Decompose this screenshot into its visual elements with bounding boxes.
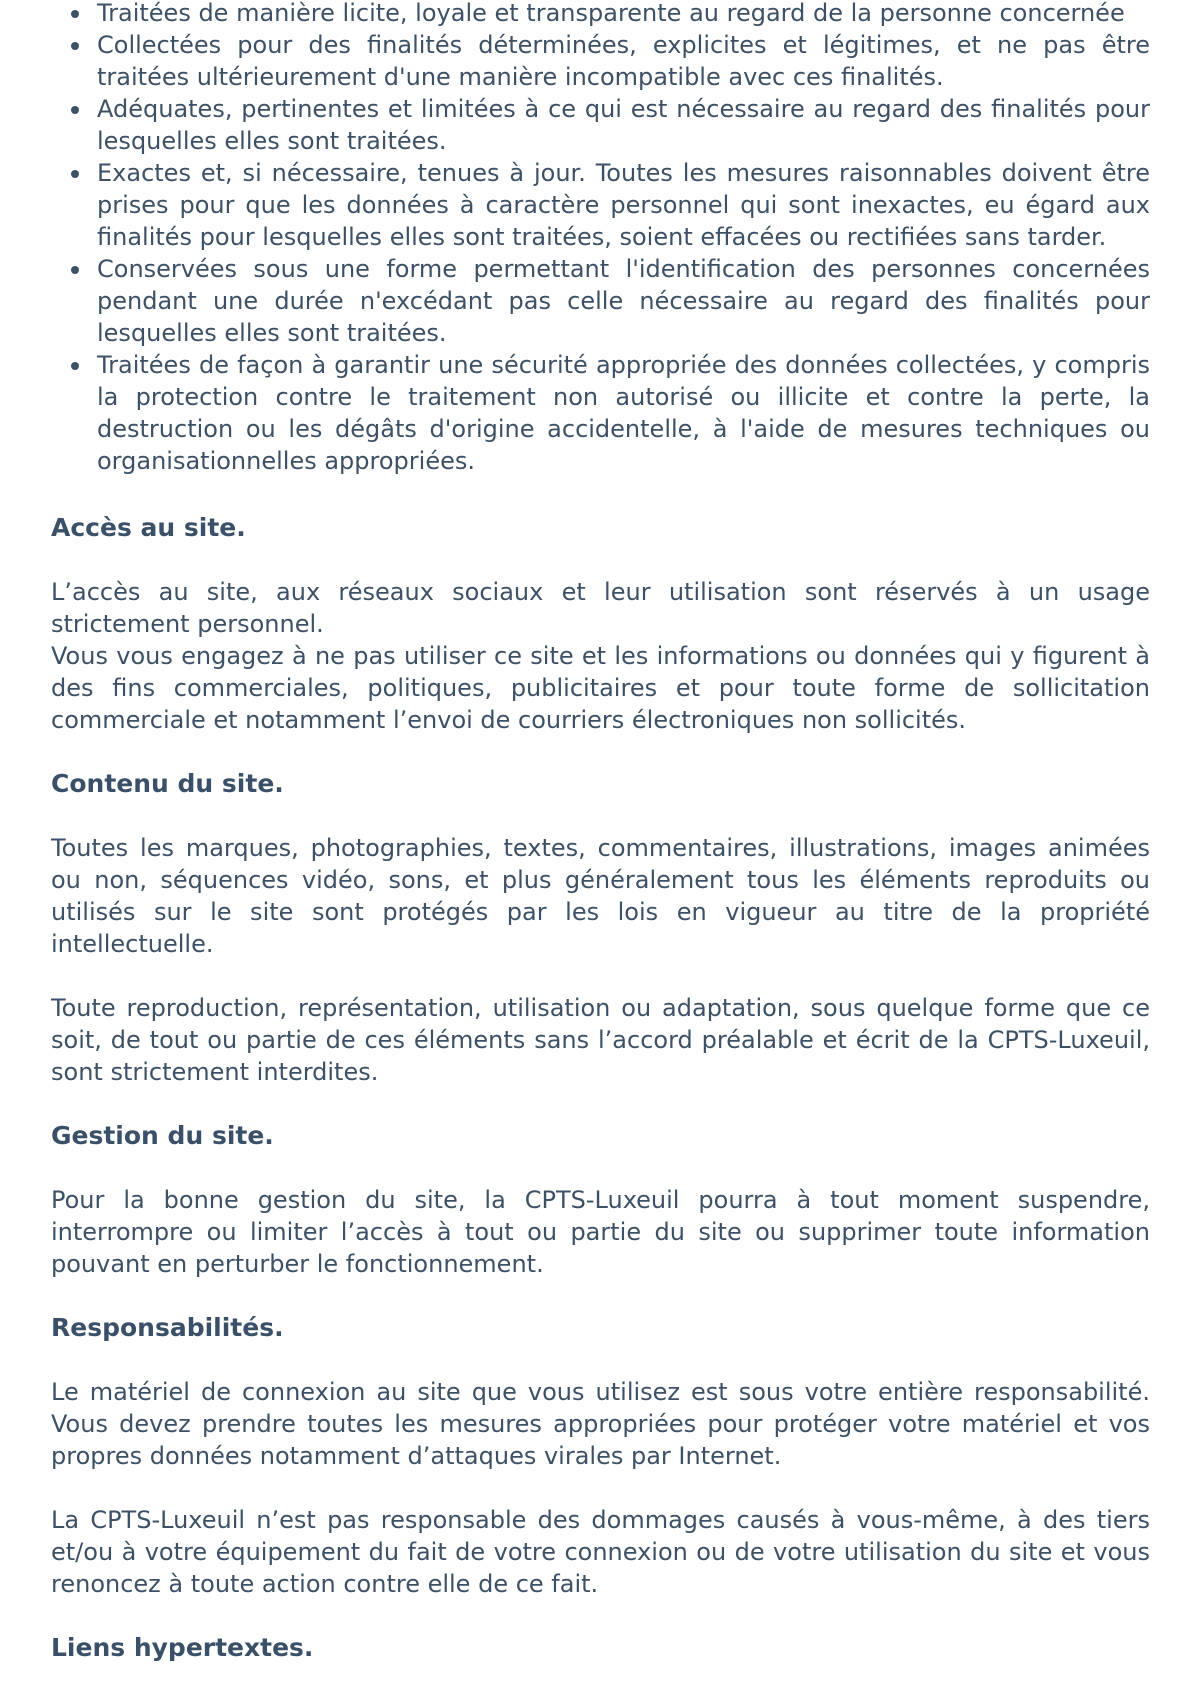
paragraph-acces-2: Vous vous engagez à ne pas utiliser ce site et les informations ou données qui y figurent à des fins commerciales, politiques, publicitaires et pour toute forme de sollicitation commerciale et notamment l’envoi de courriers électroniques non sollicités. [51, 642, 1150, 734]
spacer [51, 480, 1150, 512]
spacer [51, 1344, 1150, 1376]
list-item: Collectées pour des finalités déterminées, explicites et légitimes, et ne pas être traitées ultérieurement d'une manière incompatible avec ces finalités. [97, 31, 1150, 91]
paragraph-contenu-2: Toute reproduction, représentation, utilisation ou adaptation, sous quelque forme que ce soit, de tout ou partie de ces éléments sans l’accord préalable et écrit de la CPTS-Luxeuil, sont strictement interdites. [51, 994, 1150, 1086]
spacer [51, 960, 1150, 992]
list-item: Conservées sous une forme permettant l'identification des personnes concernées pendant une durée n'excédant pas celle nécessaire au regard des finalités pour lesquelles elles sont traitées. [97, 255, 1150, 347]
list-item: Adéquates, pertinentes et limitées à ce qui est nécessaire au regard des finalités pour lesquelles elles sont traitées. [97, 95, 1150, 155]
data-principles-list [51, 0, 1150, 477]
list-item: Traitées de façon à garantir une sécurité appropriée des données collectées, y compris la protection contre le traitement non autorisé ou illicite et contre la perte, la destruction ou les dégâts d'origine accidentelle, à l'aide de mesures techniques ou organisationnelles appropriées. [97, 351, 1150, 475]
spacer [51, 800, 1150, 832]
paragraph-gestion-1: Pour la bonne gestion du site, la CPTS-Luxeuil pourra à tout moment suspendre, interrompre ou limiter l’accès à tout ou partie du site ou supprimer toute information pouvant en perturber le fonctionnement. [51, 1186, 1150, 1278]
list-item: Exactes et, si nécessaire, tenues à jour. Toutes les mesures raisonnables doivent être prises pour que les données à caractère personnel qui sont inexactes, eu égard aux finalités pour lesquelles elles sont traitées, soient effacées ou rectifiées sans tarder. [97, 159, 1150, 251]
spacer [51, 544, 1150, 576]
spacer [51, 1600, 1150, 1632]
spacer [51, 1280, 1150, 1312]
paragraph-acces-1: L’accès au site, aux réseaux sociaux et leur utilisation sont réservés à un usage strictement personnel. [51, 578, 1150, 638]
paragraph-responsabilites-2: La CPTS-Luxeuil n’est pas responsable des dommages causés à vous-même, à des tiers et/ou à votre équipement du fait de votre connexion ou de votre utilisation du site et vous renoncez à toute action contre elle de ce fait. [51, 1506, 1150, 1598]
section-title-contenu: Contenu du site. [51, 769, 284, 798]
spacer [51, 1088, 1150, 1120]
list-item: Traitées de manière licite, loyale et transparente au regard de la personne concernée [97, 0, 1150, 29]
spacer [51, 1152, 1150, 1184]
paragraph-contenu-1: Toutes les marques, photographies, textes, commentaires, illustrations, images animées ou non, séquences vidéo, sons, et plus généralement tous les éléments reproduits ou utilisés sur le site sont protégés par les lois en vigueur au titre de la propriété intellectuelle. [51, 834, 1150, 958]
section-title-acces: Accès au site. [51, 513, 246, 542]
section-title-gestion: Gestion du site. [51, 1121, 274, 1150]
spacer [51, 1472, 1150, 1504]
spacer [51, 736, 1150, 768]
paragraph-responsabilites-1: Le matériel de connexion au site que vous utilisez est sous votre entière responsabilité. Vous devez prendre toutes les mesures appropriées pour protéger votre matériel et vos propres données notamment d’attaques virales par Internet. [51, 1378, 1150, 1470]
section-title-responsabilites: Responsabilités. [51, 1313, 284, 1342]
section-title-liens: Liens hypertextes. [51, 1633, 314, 1662]
